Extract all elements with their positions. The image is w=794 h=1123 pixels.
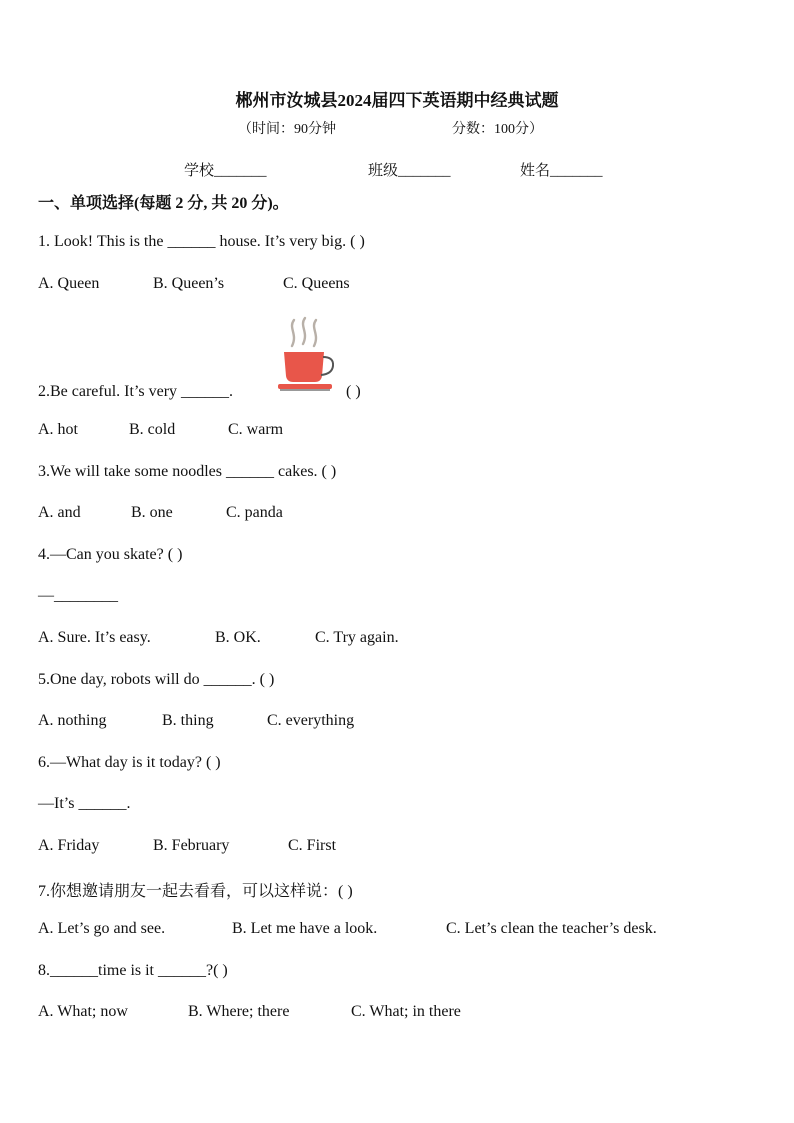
question-2-answer-paren: ( ): [346, 383, 361, 400]
school-field: 学校_______: [184, 163, 267, 179]
question-3-stem: 3.We will take some noodles ______ cakes. ( ): [38, 463, 337, 480]
class-field: 班级_______: [368, 163, 451, 179]
hot-tea-cup-icon: [276, 314, 340, 394]
page-title: 郴州市汝城县2024届四下英语期中经典试题: [235, 91, 559, 110]
question-8-option-c: C. What; in there: [351, 1003, 461, 1020]
question-2-option-b: B. cold: [129, 421, 176, 438]
question-3-option-a: A. and: [38, 504, 81, 521]
question-6-stem: 6.—What day is it today? ( ): [38, 754, 221, 771]
question-5-stem: 5.One day, robots will do ______. ( ): [38, 671, 275, 688]
question-2-option-c: C. warm: [228, 421, 284, 438]
question-8-option-b: B. Where; there: [188, 1003, 290, 1020]
exam-score: 分数：100分）: [452, 122, 543, 137]
question-7-option-c: C. Let’s clean the teacher’s desk.: [446, 920, 657, 937]
question-2-option-a: A. hot: [38, 421, 78, 438]
question-7-option-b: B. Let me have a look.: [232, 920, 378, 937]
question-5-option-b: B. thing: [162, 712, 214, 729]
section-title: 一、单项选择(每题 2 分, 共 20 分)。: [38, 195, 289, 212]
question-6-option-a: A. Friday: [38, 837, 100, 854]
question-5-option-c: C. everything: [267, 712, 355, 729]
question-8-option-a: A. What; now: [38, 1003, 128, 1020]
question-1-option-a: A. Queen: [38, 275, 100, 292]
question-7-option-a: A. Let’s go and see.: [38, 920, 166, 937]
question-1-option-b: B. Queen’s: [153, 275, 225, 292]
name-field: 姓名_______: [520, 163, 603, 179]
question-7-stem: 7.你想邀请朋友一起去看看，可以这样说：( ): [38, 883, 353, 900]
question-1-option-c: C. Queens: [283, 275, 350, 292]
question-6-option-c: C. First: [288, 837, 337, 854]
exam-time: （时间：90分钟: [238, 122, 336, 137]
question-5-option-a: A. nothing: [38, 712, 107, 729]
question-4-stem: 4.—Can you skate? ( ): [38, 546, 183, 563]
question-3-option-c: C. panda: [226, 504, 283, 521]
question-4-option-c: C. Try again.: [315, 629, 399, 646]
question-4-answer-line: —________: [38, 587, 118, 604]
question-8-stem: 8.______time is it ______?( ): [38, 962, 228, 979]
question-6-option-b: B. February: [153, 837, 230, 854]
question-3-option-b: B. one: [131, 504, 173, 521]
question-1-stem: 1. Look! This is the ______ house. It’s very big. ( ): [38, 233, 365, 250]
question-4-option-b: B. OK.: [215, 629, 261, 646]
question-4-option-a: A. Sure. It’s easy.: [38, 629, 151, 646]
question-6-answer-line: —It’s ______.: [38, 795, 131, 812]
question-2-stem: 2.Be careful. It’s very ______.: [38, 383, 234, 400]
